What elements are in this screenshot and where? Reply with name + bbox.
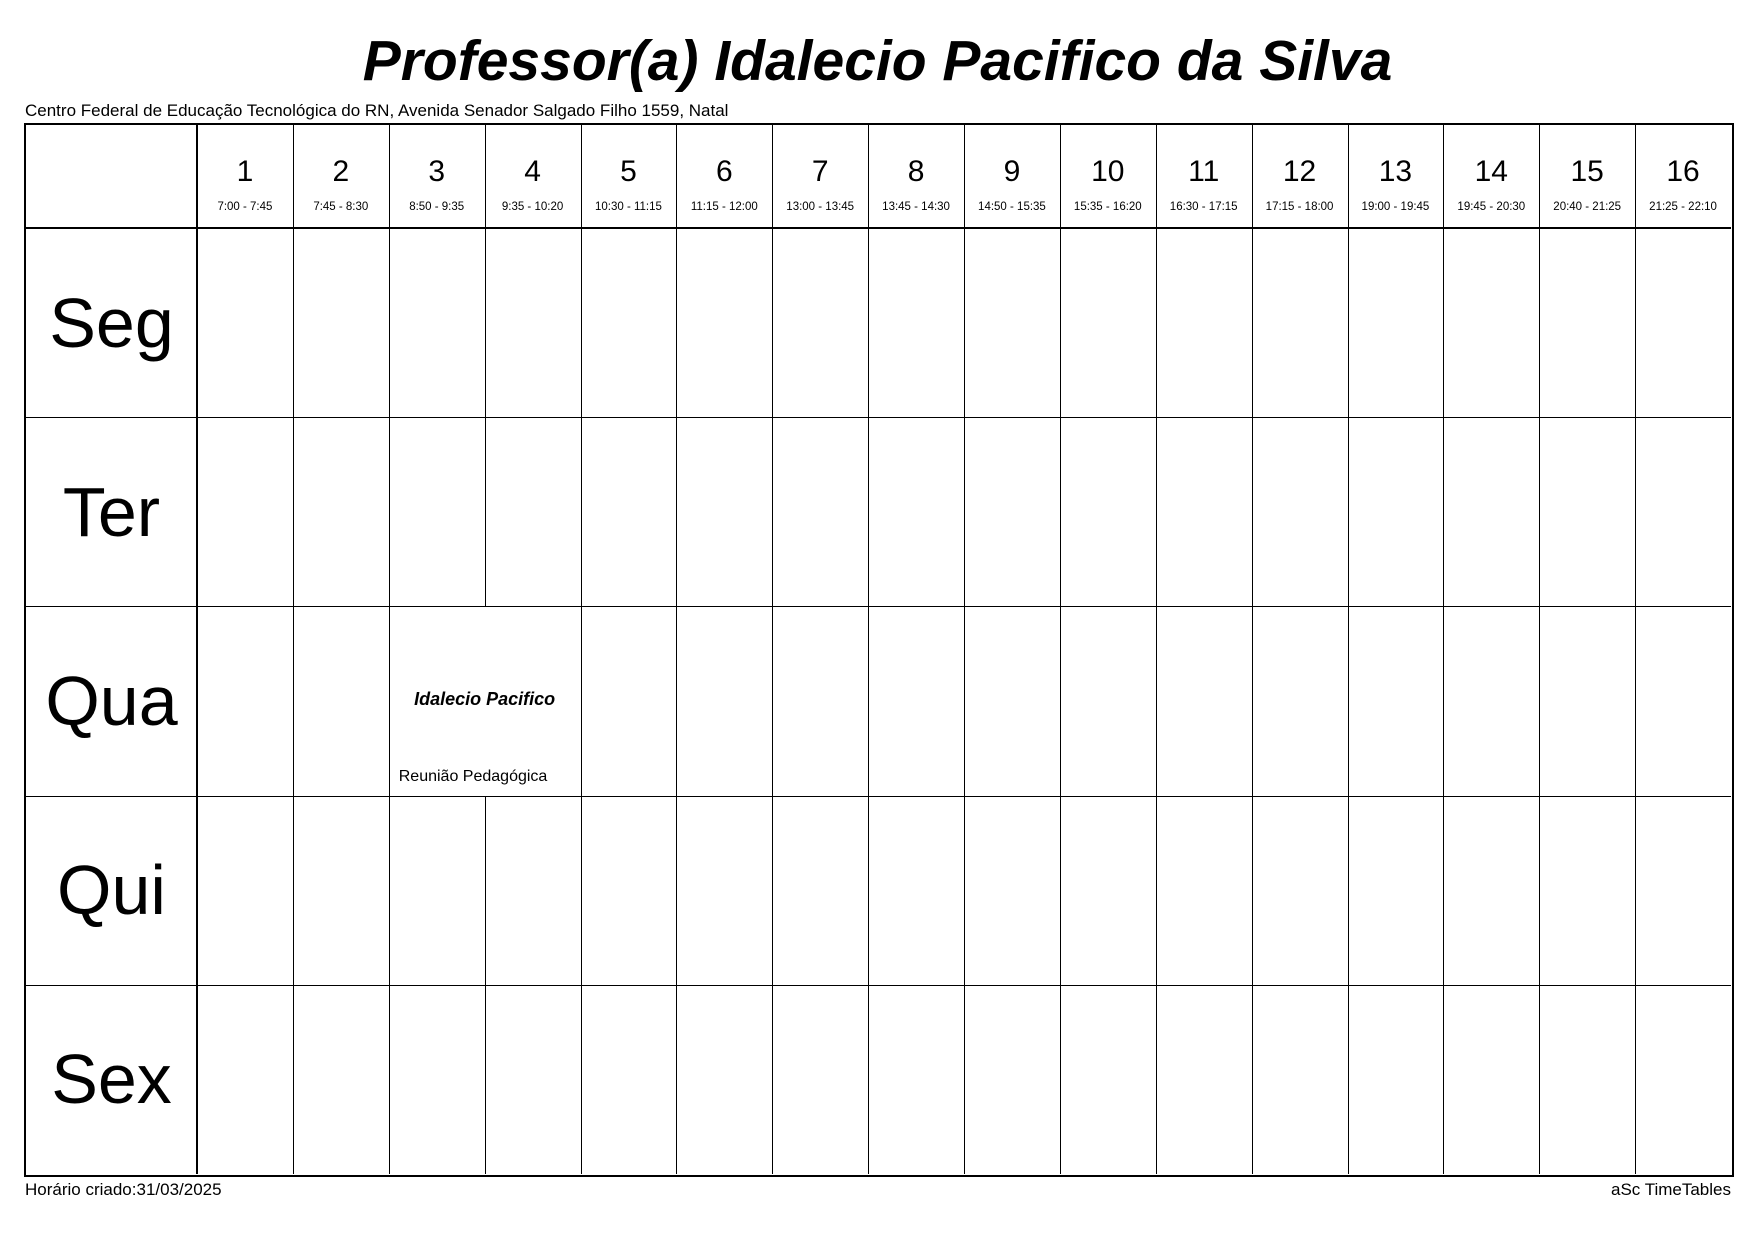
cell-divider [676, 228, 677, 417]
period-time: 9:35 - 10:20 [501, 201, 564, 213]
created-date: Horário criado:31/03/2025 [25, 1180, 222, 1199]
cell-divider [1252, 985, 1253, 1174]
period-time: 19:00 - 19:45 [1361, 201, 1430, 213]
period-number: 8 [907, 155, 925, 188]
cell-divider [1539, 228, 1540, 417]
period-time: 7:00 - 7:45 [217, 201, 273, 213]
period-time: 7:45 - 8:30 [313, 201, 369, 213]
cell-divider [1156, 985, 1157, 1174]
period-time: 17:15 - 18:00 [1265, 201, 1334, 213]
cell-divider [1060, 417, 1061, 606]
period-time: 13:45 - 14:30 [882, 201, 950, 213]
day-label-seg: Seg [49, 283, 174, 362]
header-divider [26, 227, 1731, 229]
row-divider [26, 417, 1731, 418]
cell-divider [964, 985, 965, 1174]
cell-divider [868, 228, 869, 417]
period-time: 11:15 - 12:00 [690, 201, 758, 213]
period-time: 14:50 - 15:35 [978, 201, 1046, 213]
cell-divider [485, 796, 486, 985]
cell-divider [868, 417, 869, 606]
cell-divider [1252, 417, 1253, 606]
cell-divider [868, 985, 869, 1174]
cell-divider [772, 985, 773, 1174]
period-time: 13:00 - 13:45 [786, 201, 855, 213]
cell-divider [293, 796, 294, 985]
cell-divider [1348, 796, 1349, 985]
cell-divider [964, 796, 965, 985]
cell-divider [293, 606, 294, 795]
period-number: 11 [1188, 155, 1220, 188]
cell-divider [772, 796, 773, 985]
cell-divider [676, 796, 677, 985]
day-label-qui: Qui [57, 851, 166, 930]
cell-divider [1348, 606, 1349, 795]
cell-divider [1635, 228, 1636, 417]
period-number: 1 [236, 155, 254, 188]
cell-divider [389, 417, 390, 606]
school-address: Centro Federal de Educação Tecnológica do RN, Avenida Senador Salgado Filho 1559, Natal [25, 101, 729, 120]
cell-divider [1348, 417, 1349, 606]
lesson-subject: Reunião Pedagógica [398, 768, 548, 786]
cell-divider [293, 985, 294, 1174]
cell-divider [1635, 606, 1636, 795]
cell-divider [1443, 985, 1444, 1174]
period-number: 2 [332, 155, 350, 188]
cell-divider [772, 606, 773, 795]
cell-divider [293, 417, 294, 606]
period-time: 8:50 - 9:35 [409, 201, 465, 213]
cell-divider [772, 228, 773, 417]
period-time: 10:30 - 11:15 [594, 201, 662, 213]
cell-divider [581, 796, 582, 985]
cell-divider [964, 417, 965, 606]
cell-divider [485, 417, 486, 606]
period-number: 9 [1003, 155, 1021, 188]
software-credit: aSc TimeTables [1611, 1180, 1731, 1199]
cell-divider [1060, 796, 1061, 985]
cell-divider [293, 228, 294, 417]
cell-divider [1156, 228, 1157, 417]
cell-divider [1443, 606, 1444, 795]
cell-divider [1539, 606, 1540, 795]
cell-divider [485, 985, 486, 1174]
period-number: 13 [1378, 155, 1413, 188]
period-number: 5 [620, 155, 637, 188]
cell-divider [1060, 985, 1061, 1174]
cell-divider [1252, 796, 1253, 985]
cell-divider [1635, 985, 1636, 1174]
cell-divider [1252, 606, 1253, 795]
cell-divider [676, 417, 677, 606]
period-time: 19:45 - 20:30 [1457, 201, 1526, 213]
cell-divider [676, 985, 677, 1174]
cell-divider [1443, 417, 1444, 606]
period-number: 12 [1282, 155, 1317, 188]
row-divider [26, 985, 1731, 986]
row-divider [26, 796, 1731, 797]
cell-divider [485, 228, 486, 417]
page-title: Professor(a) Idalecio Pacifico da Silva [362, 29, 1393, 93]
cell-divider [581, 417, 582, 606]
period-number: 6 [715, 155, 733, 188]
cell-divider [964, 228, 965, 417]
period-time: 16:30 - 17:15 [1169, 201, 1238, 213]
cell-divider [389, 796, 390, 985]
cell-divider [1635, 796, 1636, 985]
cell-divider [581, 985, 582, 1174]
cell-divider [581, 606, 582, 795]
period-time: 15:35 - 16:20 [1073, 201, 1142, 213]
period-number: 15 [1570, 155, 1604, 188]
cell-divider [1539, 796, 1540, 985]
cell-divider [1252, 228, 1253, 417]
timetable-grid [24, 123, 1734, 1177]
cell-divider [964, 606, 965, 795]
period-number: 10 [1091, 155, 1125, 188]
cell-divider [1539, 417, 1540, 606]
period-number: 7 [811, 155, 829, 188]
row-divider [26, 606, 1731, 607]
cell-divider [868, 606, 869, 795]
cell-divider [389, 985, 390, 1174]
lesson-teacher: Idalecio Pacifico [414, 689, 556, 710]
cell-divider [581, 228, 582, 417]
period-number: 3 [428, 155, 446, 188]
cell-divider [1443, 796, 1444, 985]
cell-divider [389, 228, 390, 417]
cell-divider [1060, 606, 1061, 795]
cell-divider [1156, 606, 1157, 795]
cell-divider [1539, 985, 1540, 1174]
period-number: 16 [1666, 155, 1700, 188]
cell-divider [1443, 228, 1444, 417]
cell-divider [1156, 796, 1157, 985]
period-number: 4 [524, 155, 541, 188]
day-label-qua: Qua [45, 662, 178, 740]
period-time: 20:40 - 21:25 [1553, 201, 1622, 213]
cell-divider [772, 417, 773, 606]
cell-divider [1348, 985, 1349, 1174]
cell-divider [1060, 228, 1061, 417]
cell-divider [1348, 228, 1349, 417]
day-label-sex: Sex [51, 1040, 172, 1119]
cell-divider [1635, 417, 1636, 606]
cell-divider [676, 606, 677, 795]
cell-divider [868, 796, 869, 985]
period-number: 14 [1474, 155, 1508, 188]
cell-divider [1156, 417, 1157, 606]
day-label-ter: Ter [62, 472, 161, 551]
period-time: 21:25 - 22:10 [1649, 201, 1717, 213]
